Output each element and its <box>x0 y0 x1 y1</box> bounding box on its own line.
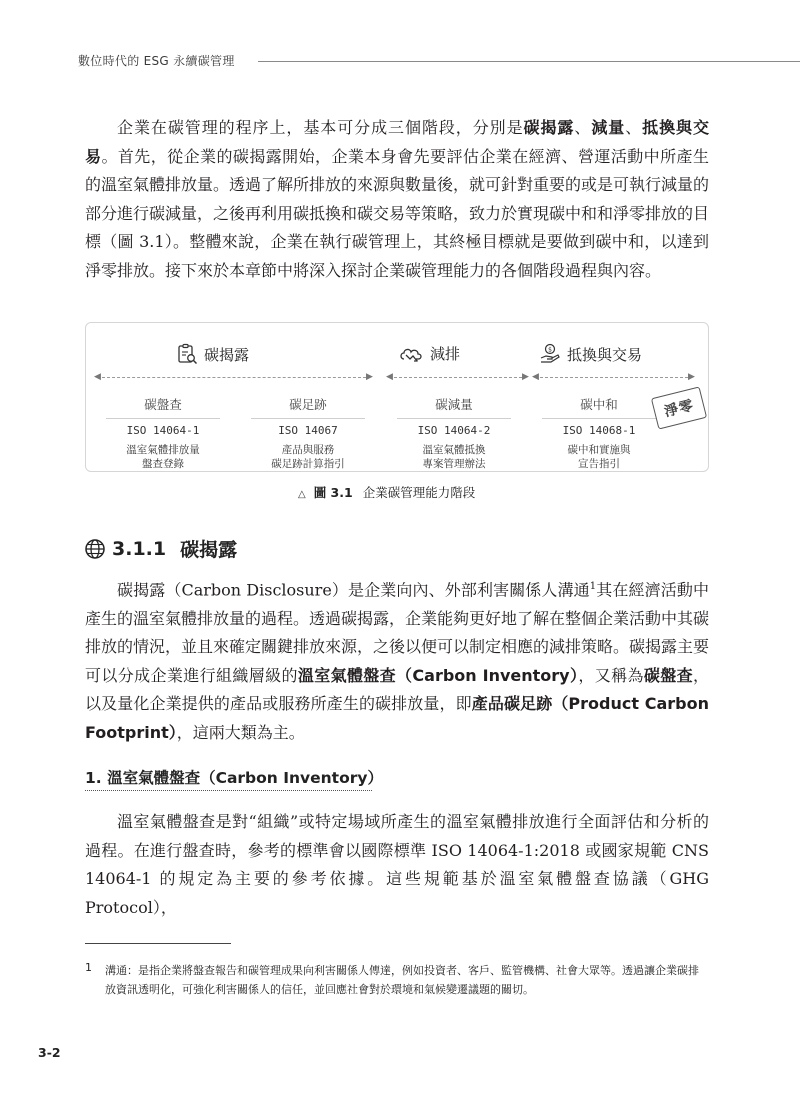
column-title: 碳盤查 <box>144 397 182 412</box>
stage-label: 碳揭露 <box>204 345 250 364</box>
left-arrow-icon: ◀ <box>532 372 539 382</box>
column-divider <box>397 418 511 419</box>
triangle-icon: △ <box>298 489 306 500</box>
column-title: 碳中和 <box>580 397 618 412</box>
column-title: 碳減量 <box>435 397 473 412</box>
header-rule <box>258 61 800 62</box>
footnote-text: 溝通：是指企業將盤查報告和碳管理成果向利害關係人傳達，例如投資者、客戶、監管機構、社會大眾等。透過讓企業碳排放資訊透明化，可強化利害關係人的信任，並回應社會對於環境和氣候變遷議題的關切。 <box>105 964 699 996</box>
column-title: 碳足跡 <box>289 397 327 412</box>
column-desc: 碳足跡計算指引 <box>271 458 345 470</box>
body-text: 。首先，從企業的碳揭露開始，企業本身會先要評估企業在經濟、營運活動中所產生的溫室氣體排放量。透過了解所排放的來源與數量後，就可針對重要的或是可執行減量的部分進行碳減量，之後再利用碳抵換和碳交易等策略，致力於實現碳中和和淨零排放的目標（圖 3.1）。整體來說，企業在執行碳管理上，其終極目標就是要做到碳中和，以達到淨零排放。接下來於本章節中將深入探討企業碳管理能力的各個階段過程與內容。 <box>85 146 710 280</box>
cloud-down-icon <box>398 344 424 364</box>
body-text: 其在經濟活動中產生的溫室氣體排放量的過程。透過碳揭露，企業能夠更好地了解在整個企業活動中其碳排放的情況，並且來確定關鍵排放來源，之後以便可以制定相應的減排策略。碳揭露主要可以分成企業進行組織層級的 <box>85 580 710 685</box>
column-standard: ISO 14064-2 <box>417 424 491 437</box>
inventory-paragraph: 溫室氣體盤查是對“組織”或特定場域所產生的溫室氣體排放進行全面評估和分析的過程。在進行盤查時，參考的標準會以國際標準 ISO 14064-1:2018 或國家規範 CNS 14064-1 的規定為主要的參考依據。這些規範基於溫室氣體盤查協議（GHG Protocol）， <box>85 812 709 917</box>
svg-text:$: $ <box>548 346 552 354</box>
stage-disclosure <box>176 343 249 365</box>
column-divider <box>542 418 656 419</box>
body-text: 碳揭露（Carbon Disclosure）是企業向內、外部利害關係人溝通 <box>117 580 590 600</box>
right-arrow-icon: ▶ <box>522 372 529 382</box>
body-text: ，這兩大類為主。 <box>176 722 305 742</box>
column-divider <box>251 418 365 419</box>
column-desc: 盤查登錄 <box>142 458 184 470</box>
column-standard: ISO 14067 <box>278 424 338 437</box>
column-desc: 碳中和實施與 <box>567 444 631 456</box>
column-desc: 溫室氣體抵換 <box>422 444 486 456</box>
body-text: ，又稱為 <box>578 665 644 685</box>
coin-hand-icon <box>539 343 561 365</box>
emphasis-text: 減量 <box>591 118 626 137</box>
subsection-underline <box>85 790 372 791</box>
left-arrow-icon: ◀ <box>386 372 393 382</box>
emphasis-text: 碳盤查 <box>643 665 693 685</box>
net-zero-stamp: 淨零 <box>651 386 707 429</box>
left-arrow-icon: ◀ <box>94 372 101 382</box>
section-heading <box>84 535 237 562</box>
stage-label: 減排 <box>430 345 461 363</box>
right-arrow-icon: ▶ <box>366 372 373 382</box>
figure-caption <box>298 483 475 501</box>
column-standard: ISO 14064-1 <box>126 424 200 437</box>
emphasis-text: 產品碳足跡（Product Carbon Footprint） <box>85 694 709 742</box>
footnote-ref: 1 <box>589 581 597 592</box>
emphasis-text: 溫室氣體盤查（Carbon Inventory） <box>297 665 579 685</box>
section-title: 碳揭露 <box>180 539 238 561</box>
section-number: 3.1.1 <box>112 537 167 560</box>
emphasis-text: 碳揭露 <box>523 118 575 137</box>
column-desc: 宣告指引 <box>578 458 620 470</box>
range-reduction <box>394 377 522 378</box>
body-text: 企業在碳管理的程序上，基本可分成三個階段，分別是 <box>117 118 524 137</box>
column-desc: 溫室氣體排放量 <box>126 444 200 456</box>
column-carbon-neutral <box>534 395 664 471</box>
page-number: 3-2 <box>38 1045 61 1060</box>
column-carbon-reduction <box>389 395 519 471</box>
body-text: ，以及量化企業提供的產品或服務所產生的碳排放量，即 <box>85 665 709 714</box>
footnote-rule <box>85 943 231 944</box>
footnote-number: 1 <box>85 961 92 974</box>
stage-reduction <box>398 343 460 364</box>
stage-label: 抵換與交易 <box>567 345 643 364</box>
column-carbon-inventory <box>98 395 228 471</box>
figure-3-1 <box>85 322 709 472</box>
emphasis-text: 抵換與交易 <box>85 118 709 166</box>
column-desc: 專案管理辦法 <box>422 458 486 470</box>
range-disclosure <box>102 377 366 378</box>
range-offset <box>540 377 688 378</box>
running-header: 數位時代的 ESG 永續碳管理 <box>78 54 235 68</box>
clipboard-search-icon <box>176 343 198 365</box>
body-text: 、 <box>625 118 643 137</box>
column-standard: ISO 14068-1 <box>562 424 636 437</box>
column-carbon-footprint <box>243 395 373 471</box>
column-desc: 產品與服務 <box>281 444 335 456</box>
right-arrow-icon: ▶ <box>688 372 695 382</box>
body-text: 、 <box>574 118 592 137</box>
caption-text: 企業碳管理能力階段 <box>362 485 476 500</box>
intro-paragraph <box>85 114 709 285</box>
caption-label: 圖 3.1 <box>313 485 353 500</box>
disclosure-paragraph <box>85 573 709 747</box>
column-divider <box>106 418 220 419</box>
globe-icon <box>84 538 106 560</box>
stage-offset-trading <box>539 343 642 365</box>
subsection-title: 1. 溫室氣體盤查（Carbon Inventory） <box>85 769 383 787</box>
